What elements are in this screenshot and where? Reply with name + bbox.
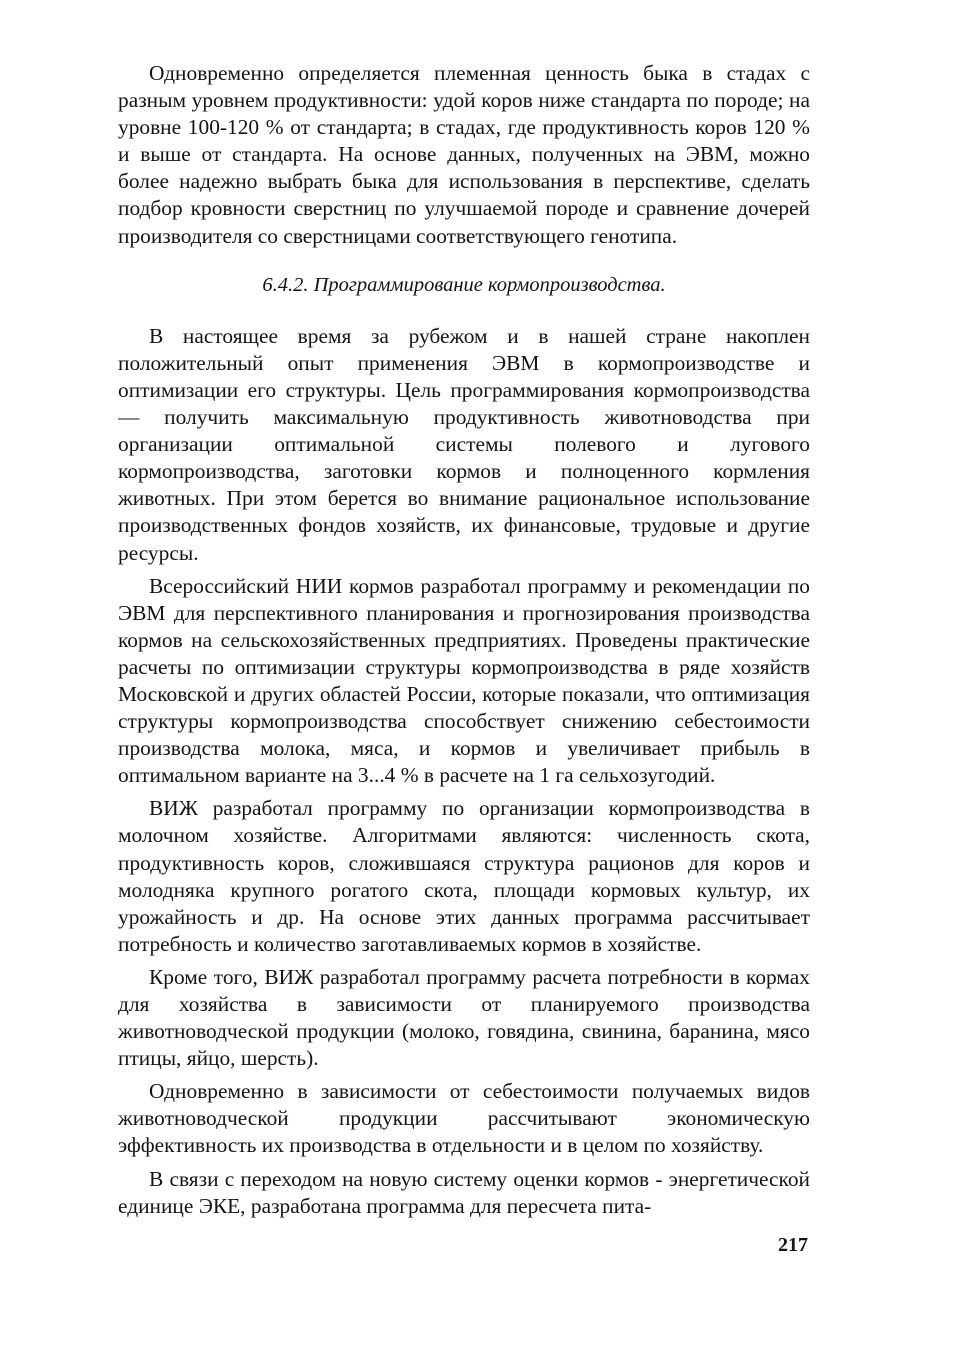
page-number: 217 — [778, 1234, 808, 1256]
paragraph-economic-efficiency: Одновременно в зависимости от себестоимости получаемых видов животноводческой продукции рассчитывают экономическую эффективность их производства в отдельности и в целом по хозяйству. — [118, 1079, 810, 1158]
paragraph-eke-conversion: В связи с переходом на новую систему оценки кормов - энергетической единице ЭКЕ, разработана программа для пересчета пита- — [118, 1166, 810, 1218]
paragraph-feed-programming-intro: В настоящее время за рубежом и в нашей стране накоплен положительный опыт применения ЭВМ в кормопроизводстве и оптимизации его структуры. Цель программирования кормопроизводства — получить максимальную продуктивность животноводства при организации оптимальной системы полевого и лугового кормопроизводства, заготовки кормов и полноценного кормления животных. При этом берется во внимание рациональное использование производственных фондов хозяйств, их финансовые, трудовые и другие ресурсы. — [118, 323, 810, 565]
paragraph-bull-breeding-value: Одновременно определяется племенная ценность быка в стадах с разным уровнем продуктивности: удой коров ниже стандарта по породе; на уровне 100-120 % от стандарта; в стадах, где продуктивность коров 120 % и выше от стандарта. На основе данных, полученных на ЭВМ, можно более надежно выбрать быка для использования в перспективе, сделать подбор кровности сверстниц по улучшаемой породе и сравнение дочерей производителя со сверстницами соответствующего генотипа. — [118, 61, 810, 248]
section-heading: 6.4.2. Программирование кормопроизводства. — [262, 273, 666, 296]
paragraph-vizh-feed-demand: Кроме того, ВИЖ разработал программу расчета потребности в кормах для хозяйства в зависимости от планируемого производства животноводческой продукции (молоко, говядина, свинина, баранина, мясо птицы, яйцо, шерсть). — [118, 964, 810, 1071]
document-page — [118, 60, 810, 1226]
paragraph-vizh-dairy-program: ВИЖ разработал программу по организации кормопроизводства в молочном хозяйстве. Алгоритмами являются: численность скота, продуктивность коров, сложившаяся структура рационов для коров и молодняка крупного рогатого скота, площади кормовых культур, их урожайность и др. На основе этих данных программа рассчитывает потребность и количество заготавливаемых кормов в хозяйстве. — [118, 796, 810, 956]
paragraph-nii-kormov: Всероссийский НИИ кормов разработал программу и рекомендации по ЭВМ для перспективного планирования и прогнозирования производства кормов на сельскохозяйственных предприятиях. Проведены практические расчеты по оптимизации структуры кормопроизводства в ряде хозяйств Московской и других областей России, которые показали, что оптимизация структуры кормопроизводства способствует снижению себестоимости производства молока, мяса, и кормов и увеличивает прибыль в оптимальном варианте на 3...4 % в расчете на 1 га сельхозугодий. — [118, 573, 810, 788]
